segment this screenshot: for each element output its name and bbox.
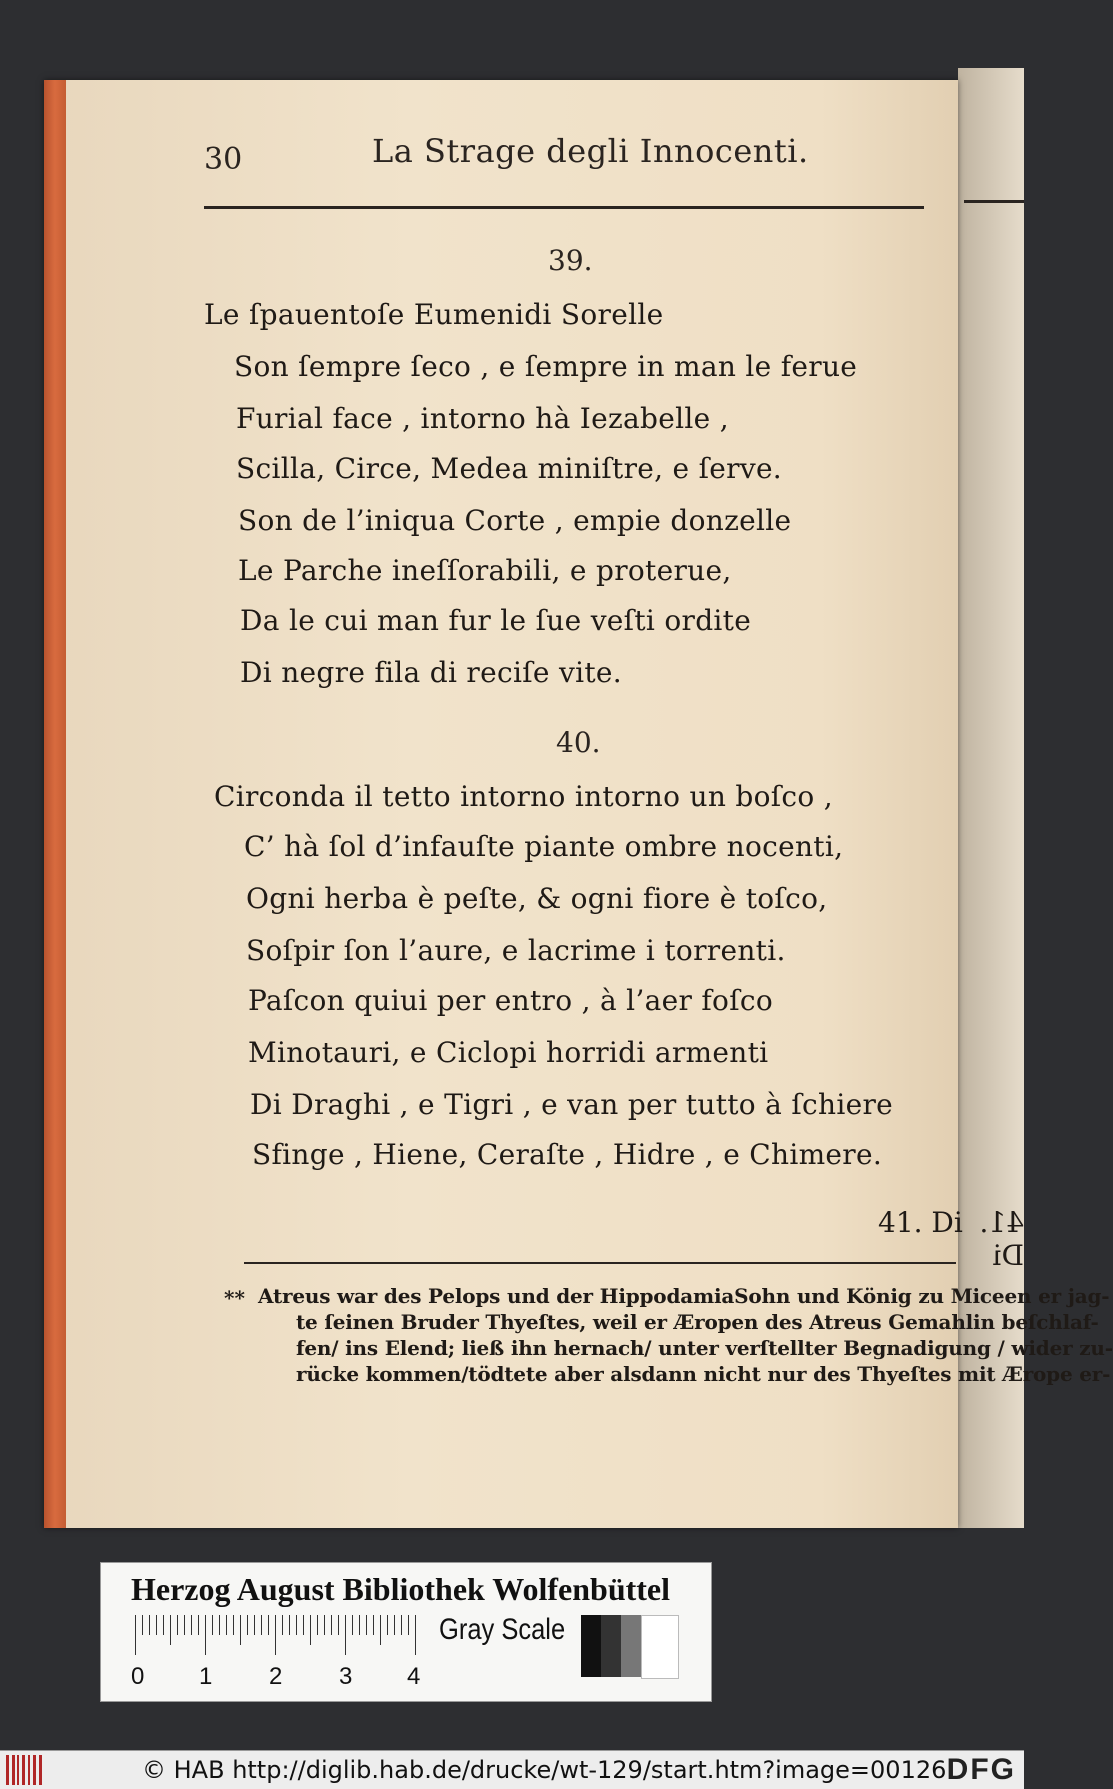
ruler-tick [359,1615,360,1635]
footer-copyright-link[interactable]: © HAB http://diglib.hab.de/drucke/wt-129/start.htm?image=00126 [142,1756,947,1784]
ruler-number: 1 [199,1663,213,1690]
ruler-tick [254,1615,255,1635]
ruler-tick [198,1615,199,1635]
verse-line: Scilla, Circe, Medea miniſtre, e ſerve. [236,452,783,485]
ruler-tick [233,1615,234,1635]
ruler-tick [394,1615,395,1635]
ruler-tick [345,1615,346,1655]
ruler-number: 4 [407,1663,421,1690]
verse-line: Son ſempre ſeco , e ſempre in man le ferue [234,350,858,383]
verse-line: Sfinge , Hiene, Ceraſte , Hidre , e Chimere. [252,1138,883,1171]
ruler-tick [163,1615,164,1635]
ruler-tick [373,1615,374,1635]
verse-line: Le ſpauentoſe Eumenidi Sorelle [204,298,664,331]
page-edge-red [44,80,66,1528]
verse-line: Soſpir ſon l’aure, e lacrime i torrenti. [246,934,786,967]
ruler-tick [156,1615,157,1635]
color-calibration-bar [100,1562,712,1702]
footnote-line: te ſeinen Bruder Thyeſtes, weil er Æropen des Atreus Gemahlin beſchlaf- [296,1310,1099,1334]
verse-line: Ogni herba è peſte, & ogni fiore è toſco, [246,882,828,915]
ruler-tick [366,1615,367,1635]
ruler-tick [247,1615,248,1635]
gray-scale-label: Gray Scale [439,1613,566,1646]
ruler-tick [177,1615,178,1635]
ruler-tick [310,1615,311,1645]
verse-line: Furial face , intorno hà Iezabelle , [236,402,729,435]
page-number: 30 [204,142,243,177]
stanza-number-40: 40. [556,726,601,759]
ruler-tick [275,1615,276,1655]
ruler-tick [261,1615,262,1635]
ruler-tick [184,1615,185,1635]
ruler-tick [191,1615,192,1635]
verse-line: Di negre fila di reciſe vite. [240,656,622,689]
verse-line: Di Draghi , e Tigri , e van per tutto à ſchiere [250,1088,894,1121]
ruler-tick [331,1615,332,1635]
gray-swatch-mid [621,1615,641,1677]
ruler-tick [212,1615,213,1635]
ruler-tick [226,1615,227,1635]
header-rule [204,206,924,209]
ruler-tick [282,1615,283,1635]
ruler-tick [135,1615,136,1655]
adjacent-header-rule [964,200,1024,203]
ruler-tick [387,1615,388,1635]
footnote-line: rücke kommen/tödtete aber alsdann nicht nur des Thyeſtes mit Ærope er- [296,1362,1111,1386]
verse-line: Son de l’iniqua Corte , empie donzelle [238,504,792,537]
verse-line: Paſcon quiui per entro , à l’aer foſco [248,984,774,1017]
ruler-tick [338,1615,339,1635]
adjacent-page-edge [958,68,1024,1528]
ruler-tick [352,1615,353,1635]
gray-swatch-black [581,1615,601,1677]
library-name: Herzog August Bibliothek Wolfenbüttel [131,1571,671,1607]
catchword: 41. Di [878,1206,963,1239]
ruler-tick [408,1615,409,1635]
ruler-tick [149,1615,150,1635]
ruler-tick [380,1615,381,1645]
verse-line: C’ hà ſol d’infauſte piante ombre nocenti, [244,830,844,863]
ruler-tick [303,1615,304,1635]
ruler-number: 3 [339,1663,353,1690]
ruler-tick [324,1615,325,1635]
ruler-tick [170,1615,171,1645]
ruler-tick [401,1615,402,1635]
verse-line: Circonda il tetto intorno intorno un boſco , [214,780,833,813]
ruler-tick [289,1615,290,1635]
ruler-tick [296,1615,297,1635]
footer-bar [0,1750,1024,1789]
gray-swatch-dark [601,1615,621,1677]
ruler-tick [205,1615,206,1655]
dfg-logo: DFG [946,1753,1016,1786]
footnote-marker: ** [224,1286,245,1310]
ruler-tick [240,1615,241,1645]
footnote-line: fen/ ins Elend; ließ ihn hernach/ unter verſtellter Begnadigung / wider zu- [296,1336,1113,1360]
stanza-number-39: 39. [548,244,593,277]
ruler-tick [268,1615,269,1635]
gray-swatch-white [641,1615,679,1679]
verse-line: Le Parche ineſſorabili, e proterue, [238,554,732,587]
ruler-tick [142,1615,143,1635]
catchword-mirrored: 41. Di [979,1206,1024,1272]
ruler-number: 2 [269,1663,283,1690]
verse-line: Da le cui man fur le ſue veſti ordite [240,604,752,637]
hab-barcode-icon [6,1755,46,1785]
footnote-line: Atreus war des Pelops und der HippodamiaSohn und König zu Miceen er jag- [258,1284,1110,1308]
ruler-tick [317,1615,318,1635]
ruler-tick [219,1615,220,1635]
footnote-rule [244,1262,956,1264]
running-title: La Strage degli Innocenti. [372,132,809,170]
ruler-number: 0 [131,1663,145,1690]
ruler-tick [415,1615,416,1655]
verse-line: Minotauri, e Ciclopi horridi armenti [248,1036,769,1069]
